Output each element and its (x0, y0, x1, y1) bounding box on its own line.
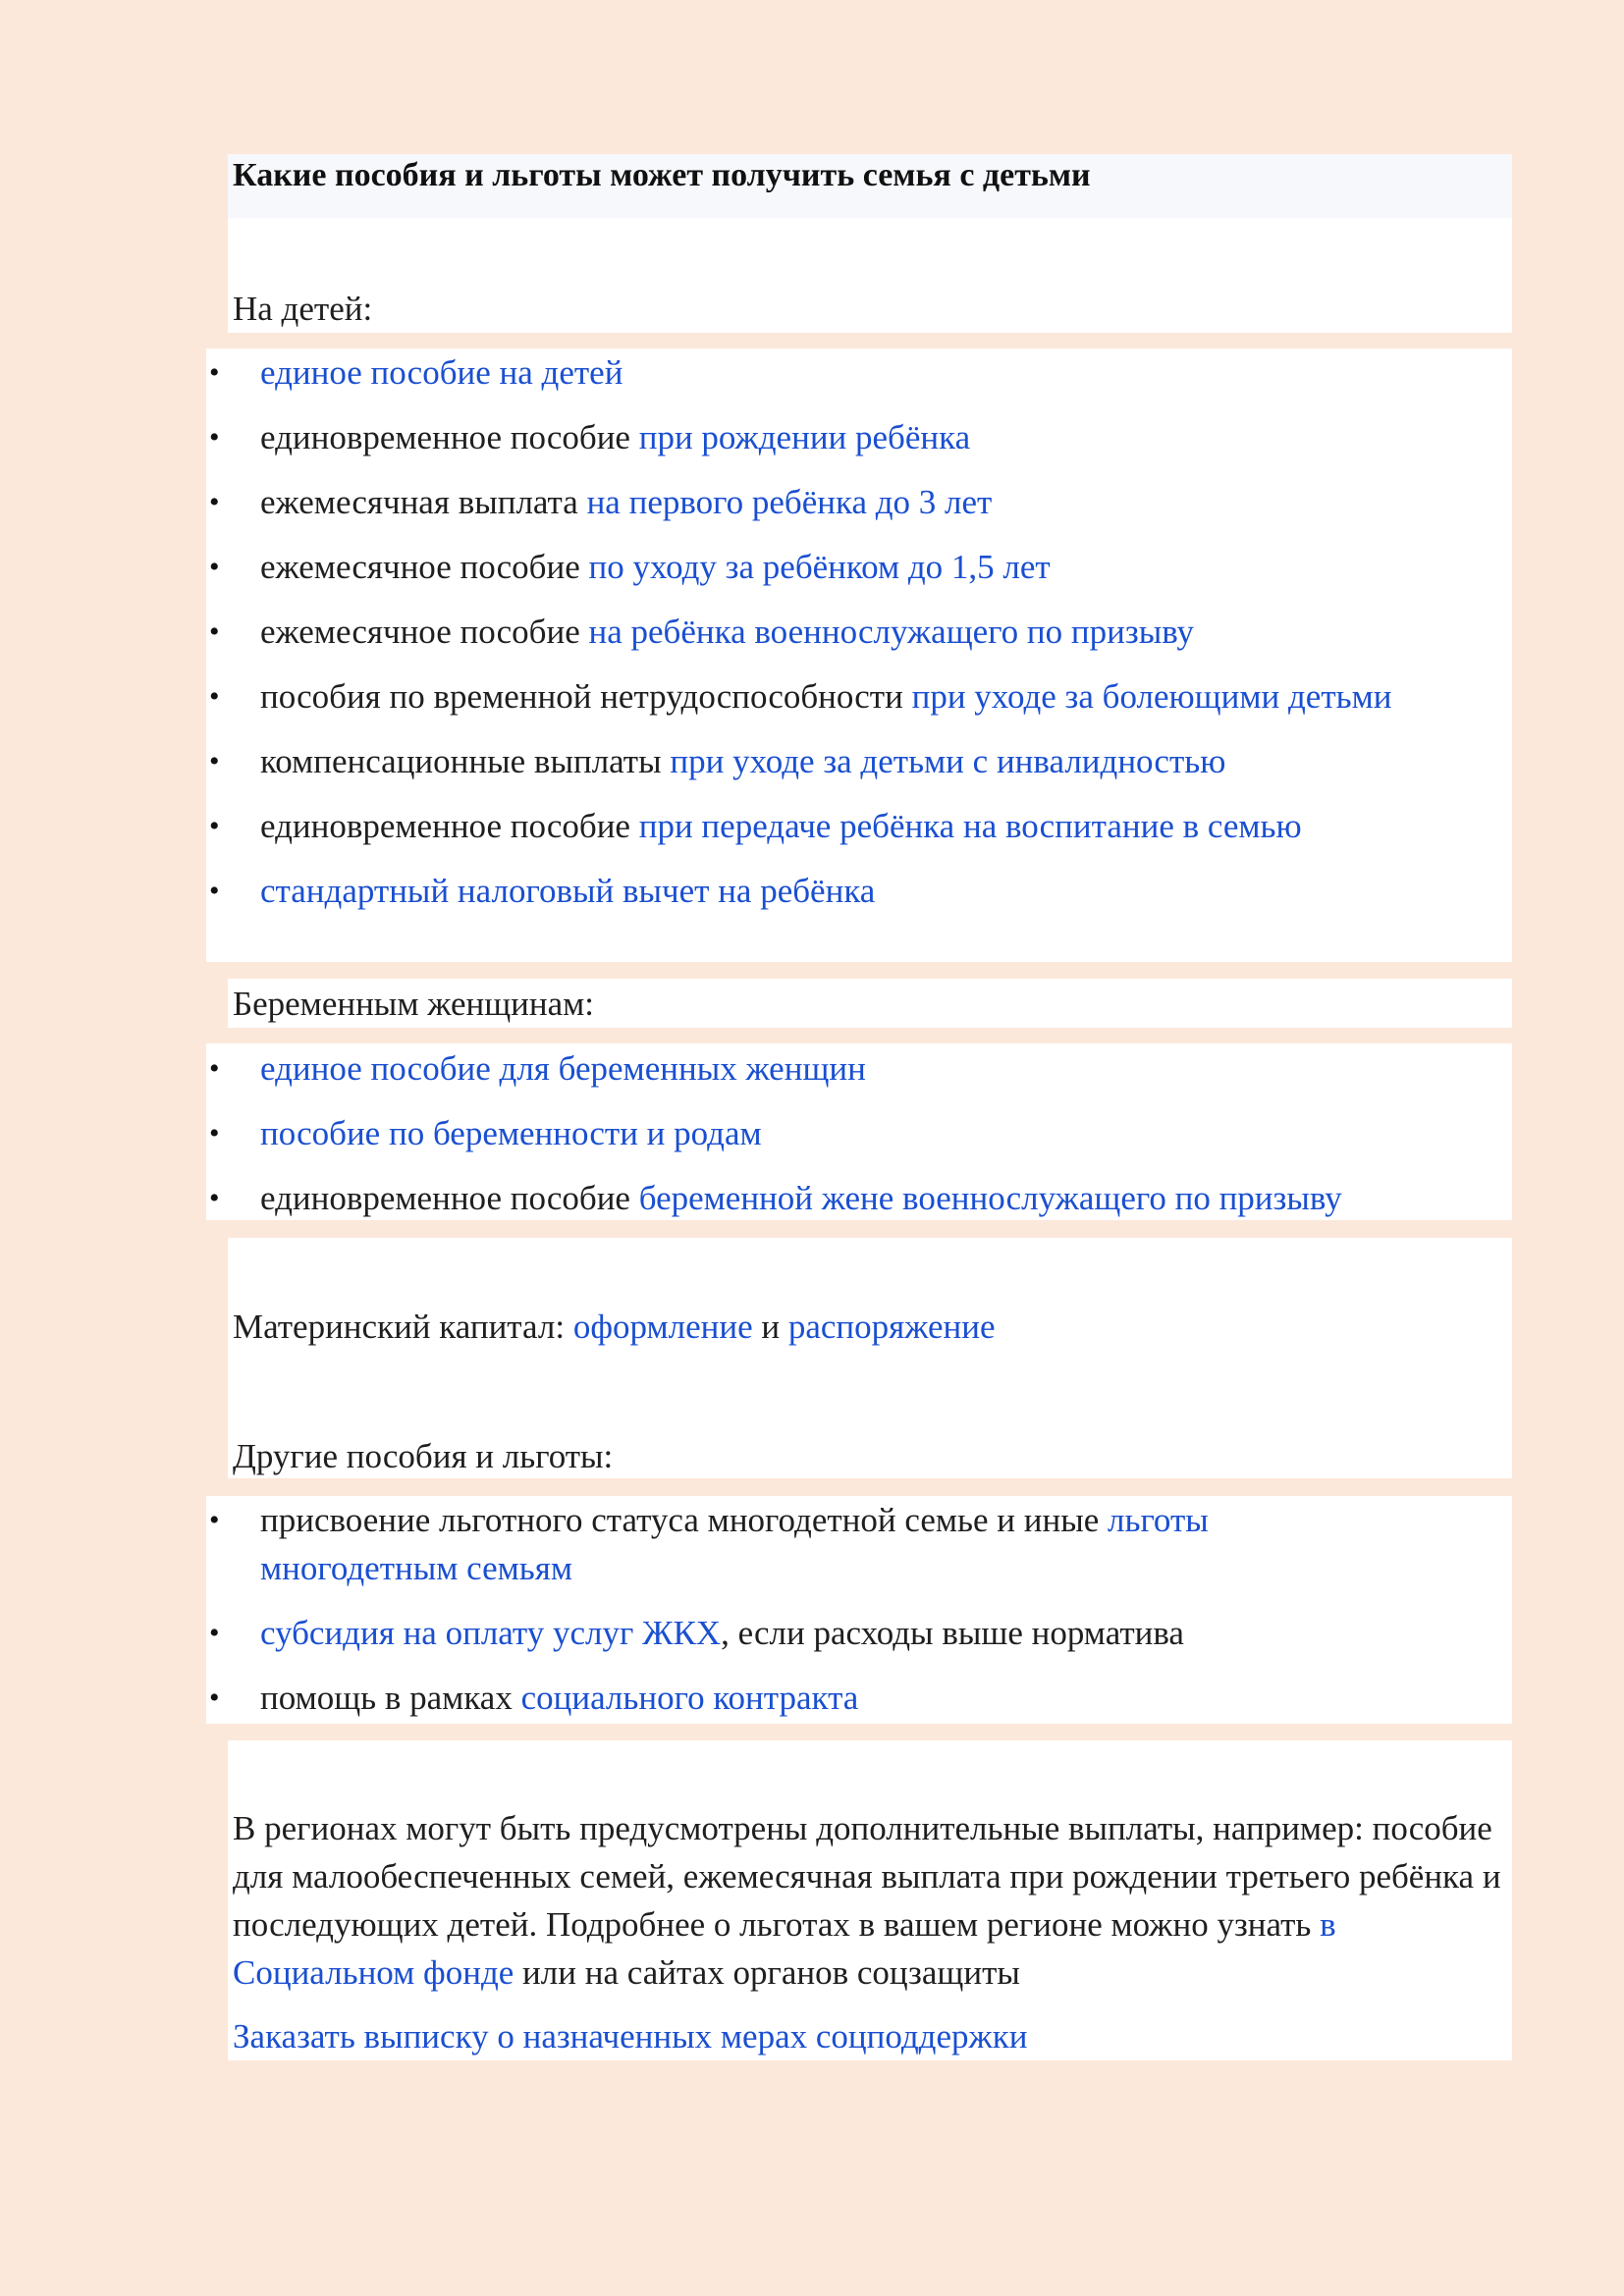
page-title: Какие пособия и льготы может получить семья с детьми (233, 157, 1091, 193)
benefit-link[interactable]: при рождении ребёнка (638, 418, 971, 456)
benefit-link[interactable]: беременной жене военнослужащего по призыву (638, 1179, 1342, 1217)
list-item: • единое пособие для беременных женщин (209, 1049, 866, 1088)
benefit-link[interactable]: единое пособие на детей (260, 353, 623, 392)
list-item: • пособия по временной нетрудоспособности при уходе за болеющими детьми (209, 677, 1392, 716)
list-item: • компенсационные выплаты при уходе за детьми с инвалидностью (209, 742, 1226, 780)
order-statement-line (233, 2012, 1027, 2060)
list-item: • пособие по беременности и родам (209, 1114, 762, 1152)
list-item: • помощь в рамках социального контракта (209, 1679, 859, 1717)
benefit-link[interactable]: стандартный налоговый вычет на ребёнка (260, 872, 876, 910)
benefit-link[interactable]: при уходе за детьми с инвалидностью (670, 742, 1226, 780)
benefit-link[interactable]: при уходе за болеющими детьми (911, 677, 1392, 716)
list-item: • ежемесячное пособие на ребёнка военнослужащего по призыву (209, 613, 1195, 651)
order-statement-link[interactable]: Заказать выписку о назначенных мерах соцподдержки (233, 2017, 1028, 2056)
maternity-spend-link[interactable]: распоряжение (787, 1308, 996, 1346)
other-list (206, 1496, 1512, 1722)
benefit-link[interactable]: единое пособие для беременных женщин (260, 1049, 866, 1088)
pregnant-heading: Беременным женщинам: (233, 985, 595, 1023)
list-item: • единовременное пособие при рождении ребёнка (209, 418, 971, 456)
list-item: • единовременное пособие при передаче ребёнка на воспитание в семью (209, 807, 1302, 845)
benefit-link[interactable]: субсидия на оплату услуг ЖКХ (260, 1614, 722, 1652)
list-item: • ежемесячное пособие по уходу за ребёнком до 1,5 лет (209, 548, 1051, 586)
pregnant-list (206, 1044, 1512, 1222)
list-item: • присвоение льготного статуса многодетной семье и иные льготы многодетным семьям (209, 1501, 1209, 1587)
benefit-link[interactable]: по уходу за ребёнком до 1,5 лет (588, 548, 1051, 586)
social-fund-link[interactable]: в Социальном фонде (233, 1905, 1336, 1992)
other-heading: Другие пособия и льготы: (233, 1437, 614, 1475)
benefit-link[interactable]: социального контракта (520, 1679, 859, 1717)
benefit-link[interactable]: при передаче ребёнка на воспитание в семью (638, 807, 1302, 845)
benefit-link[interactable]: на первого ребёнка до 3 лет (586, 483, 993, 521)
list-item: • единое пособие на детей (209, 353, 623, 392)
maternity-register-link[interactable]: оформление (572, 1308, 753, 1346)
benefit-link[interactable]: пособие по беременности и родам (260, 1114, 762, 1152)
benefit-link[interactable]: на ребёнка военнослужащего по призыву (588, 613, 1195, 651)
list-item: • ежемесячная выплата на первого ребёнка до 3 лет (209, 483, 993, 521)
children-list (206, 348, 1512, 915)
maternity-capital-line: Материнский капитал: оформление и распоряжение (233, 1308, 996, 1346)
list-item: • стандартный налоговый вычет на ребёнка (209, 872, 876, 910)
children-heading: На детей: (233, 290, 373, 328)
benefit-link[interactable]: льготы многодетным семьям (260, 1501, 1209, 1587)
children-heading-block (228, 218, 1512, 333)
list-item: • субсидия на оплату услуг ЖКХ, если расходы выше норматива (209, 1614, 1184, 1652)
list-item: • единовременное пособие беременной жене военнослужащего по призыву (209, 1179, 1342, 1217)
regions-paragraph: В регионах могут быть предусмотрены дополнительные выплаты, например: пособие для малообеспеченных семей, ежемесячная выплата при рождении третьего ребёнка и последующих детей. Подробнее о льготах в вашем регионе можно узнать в Социальном фонде или на сайтах органов соцзащиты (233, 1809, 1501, 1992)
